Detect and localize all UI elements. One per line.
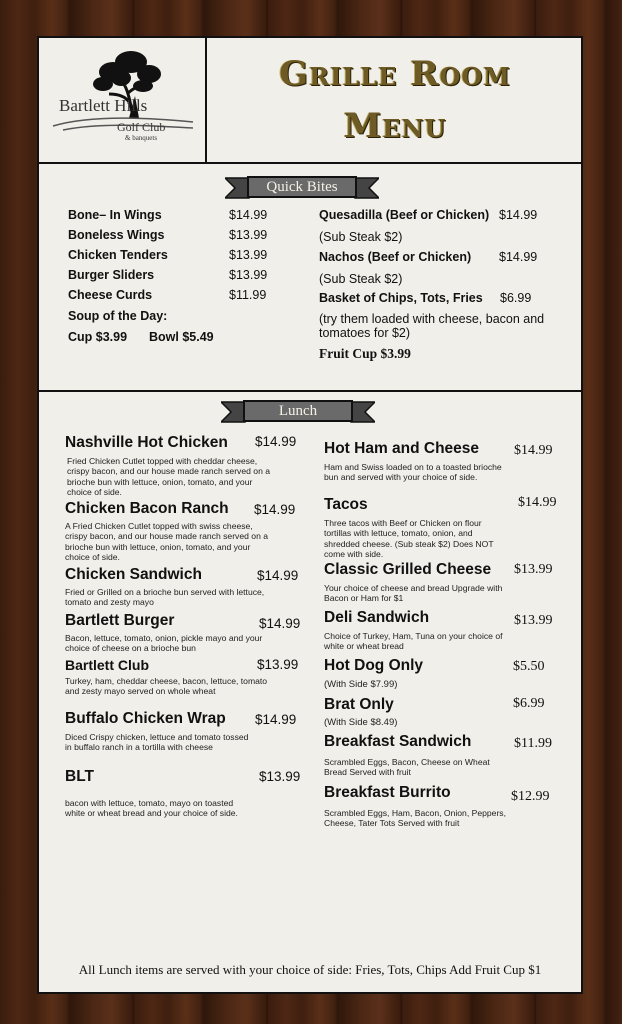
menu-item-description: Fried or Grilled on a brioche bun served with lettuce, tomato and zesty mayo	[65, 587, 265, 608]
section-title: Lunch	[243, 400, 353, 422]
menu-item-price: $14.99	[499, 208, 538, 222]
menu-item-description: Your choice of cheese and bread Upgrade with Bacon or Ham for $1	[324, 583, 503, 604]
quick-bites-banner	[225, 172, 379, 202]
menu-item-price: $14.99	[254, 502, 296, 517]
menu-item-name: Breakfast Burrito	[324, 784, 451, 801]
menu-item-name: Chicken Tenders	[68, 248, 168, 262]
section-divider	[39, 390, 581, 392]
menu-item-price: $11.99	[514, 736, 552, 751]
menu-item-name: Classic Grilled Cheese	[324, 561, 492, 578]
menu-item-description: bacon with lettuce, tomato, mayo on toasted white or wheat bread and your choice of side.	[65, 798, 238, 819]
menu-item-name: Burger Sliders	[68, 268, 155, 282]
logo-name: Bartlett Hills	[59, 96, 148, 115]
menu-item-price: $14.99	[259, 616, 301, 631]
menu-item-price: $14.99	[518, 495, 557, 510]
page-subtitle: Menu	[343, 106, 447, 146]
menu-item-name: Bartlett Club	[65, 657, 149, 673]
menu-item-price: $13.99	[229, 228, 268, 242]
menu-item-note: (try them loaded with cheese, bacon and tomatoes for $2)	[319, 312, 545, 340]
menu-item-price: $6.99	[513, 696, 545, 711]
menu-item-name: Deli Sandwich	[324, 609, 430, 626]
menu-item-description: (With Side $8.49)	[324, 717, 398, 728]
menu-item-note: (Sub Steak $2)	[319, 272, 403, 286]
menu-item-price: $13.99	[229, 268, 268, 282]
menu-item-note: (Sub Steak $2)	[319, 230, 403, 244]
menu-item-price: $14.99	[255, 434, 297, 449]
menu-item-description: A Fried Chicken Cutlet topped with swiss cheese, crispy bacon, and our house made ranch served on a brioche bun with lettuce, onion, tomato, and your choice of side.	[65, 521, 269, 563]
menu-item-name: Buffalo Chicken Wrap	[65, 710, 226, 727]
menu-board	[37, 36, 583, 994]
menu-item-price: $6.99	[500, 291, 532, 305]
menu-item-name: Bone– In Wings	[68, 208, 162, 222]
menu-item-price: $13.99	[229, 248, 268, 262]
menu-item-name: Chicken Sandwich	[65, 566, 202, 583]
logo-tagline: & banquets	[125, 134, 158, 142]
menu-item-name: Nachos (Beef or Chicken)	[319, 250, 472, 264]
menu-item-price: $13.99	[257, 657, 299, 672]
menu-item-price: $14.99	[255, 712, 297, 727]
soup-bowl-price: Bowl $5.49	[149, 330, 214, 344]
logo	[39, 38, 207, 162]
soup-cup-price: Cup $3.99	[68, 330, 128, 344]
menu-item-description: Choice of Turkey, Ham, Tuna on your choice of white or wheat bread	[324, 631, 503, 652]
menu-item-name: Breakfast Sandwich	[324, 733, 472, 750]
menu-item-name: Chicken Bacon Ranch	[65, 500, 229, 517]
menu-item-price: $13.99	[514, 613, 553, 628]
menu-item-price: $14.99	[229, 208, 268, 222]
menu-item-description: Scrambled Eggs, Bacon, Cheese on Wheat Bread Served with fruit	[324, 757, 490, 778]
menu-item-name: Bartlett Burger	[65, 612, 175, 629]
menu-item-price: $12.99	[511, 789, 550, 804]
menu-item-name: Boneless Wings	[68, 228, 165, 242]
header	[39, 38, 581, 164]
menu-item-price: $5.50	[513, 659, 545, 674]
menu-item-name: Tacos	[324, 496, 368, 513]
lunch-banner	[221, 396, 375, 426]
menu-item-description: (With Side $7.99)	[324, 679, 398, 690]
section-title: Quick Bites	[247, 176, 357, 198]
menu-item-name: Hot Dog Only	[324, 657, 424, 674]
menu-item-price: $14.99	[499, 250, 538, 264]
menu-item-description: Bacon, lettuce, tomato, onion, pickle mayo and your choice of cheese on a brioche bun	[65, 633, 263, 654]
logo-subtitle: Golf Club	[117, 120, 166, 134]
fruit-cup-item: Fruit Cup $3.99	[319, 346, 411, 361]
menu-item-description: Ham and Swiss loaded on to a toasted brioche bun and served with your choice of side.	[324, 462, 502, 483]
menu-item-description: Diced Crispy chicken, lettuce and tomato tossed in buffalo ranch in a tortilla with cheese	[65, 732, 249, 753]
menu-item-description: Three tacos with Beef or Chicken on flour tortillas with lettuce, tomato, onion, and shredded cheese. (Sub steak $2) Does NOT come with side.	[324, 518, 494, 560]
menu-item-name: Nashville Hot Chicken	[65, 434, 228, 451]
menu-item-description: Turkey, ham, cheddar cheese, bacon, lettuce, tomato and zesty mayo served on whole wheat	[65, 676, 268, 697]
menu-item-description: Scrambled Eggs, Ham, Bacon, Onion, Peppers, Cheese, Tater Tots Served with fruit	[324, 808, 506, 829]
menu-item-name: Brat Only	[324, 696, 394, 713]
menu-item-price: $14.99	[514, 443, 553, 458]
page-title: Grille Room	[279, 54, 511, 94]
footer-note: All Lunch items are served with your choice of side: Fries, Tots, Chips Add Fruit Cup $1	[78, 962, 542, 977]
menu-item-price: $13.99	[514, 562, 553, 577]
menu-item-name: Quesadilla (Beef or Chicken)	[319, 208, 490, 222]
soup-label: Soup of the Day:	[68, 309, 168, 323]
menu-item-name: Cheese Curds	[68, 288, 153, 302]
menu-item-price: $14.99	[257, 568, 299, 583]
menu-item-name: Basket of Chips, Tots, Fries	[319, 291, 483, 305]
menu-item-price: $13.99	[259, 769, 301, 784]
menu-item-description: Fried Chicken Cutlet topped with cheddar cheese, crispy bacon, and our house made ranch served on a brioche bun with lettuce, onion, tomato, and your choice of side.	[67, 456, 271, 498]
menu-item-name: Hot Ham and Cheese	[324, 440, 480, 457]
menu-item-name: BLT	[65, 768, 94, 785]
menu-item-price: $11.99	[229, 288, 267, 302]
